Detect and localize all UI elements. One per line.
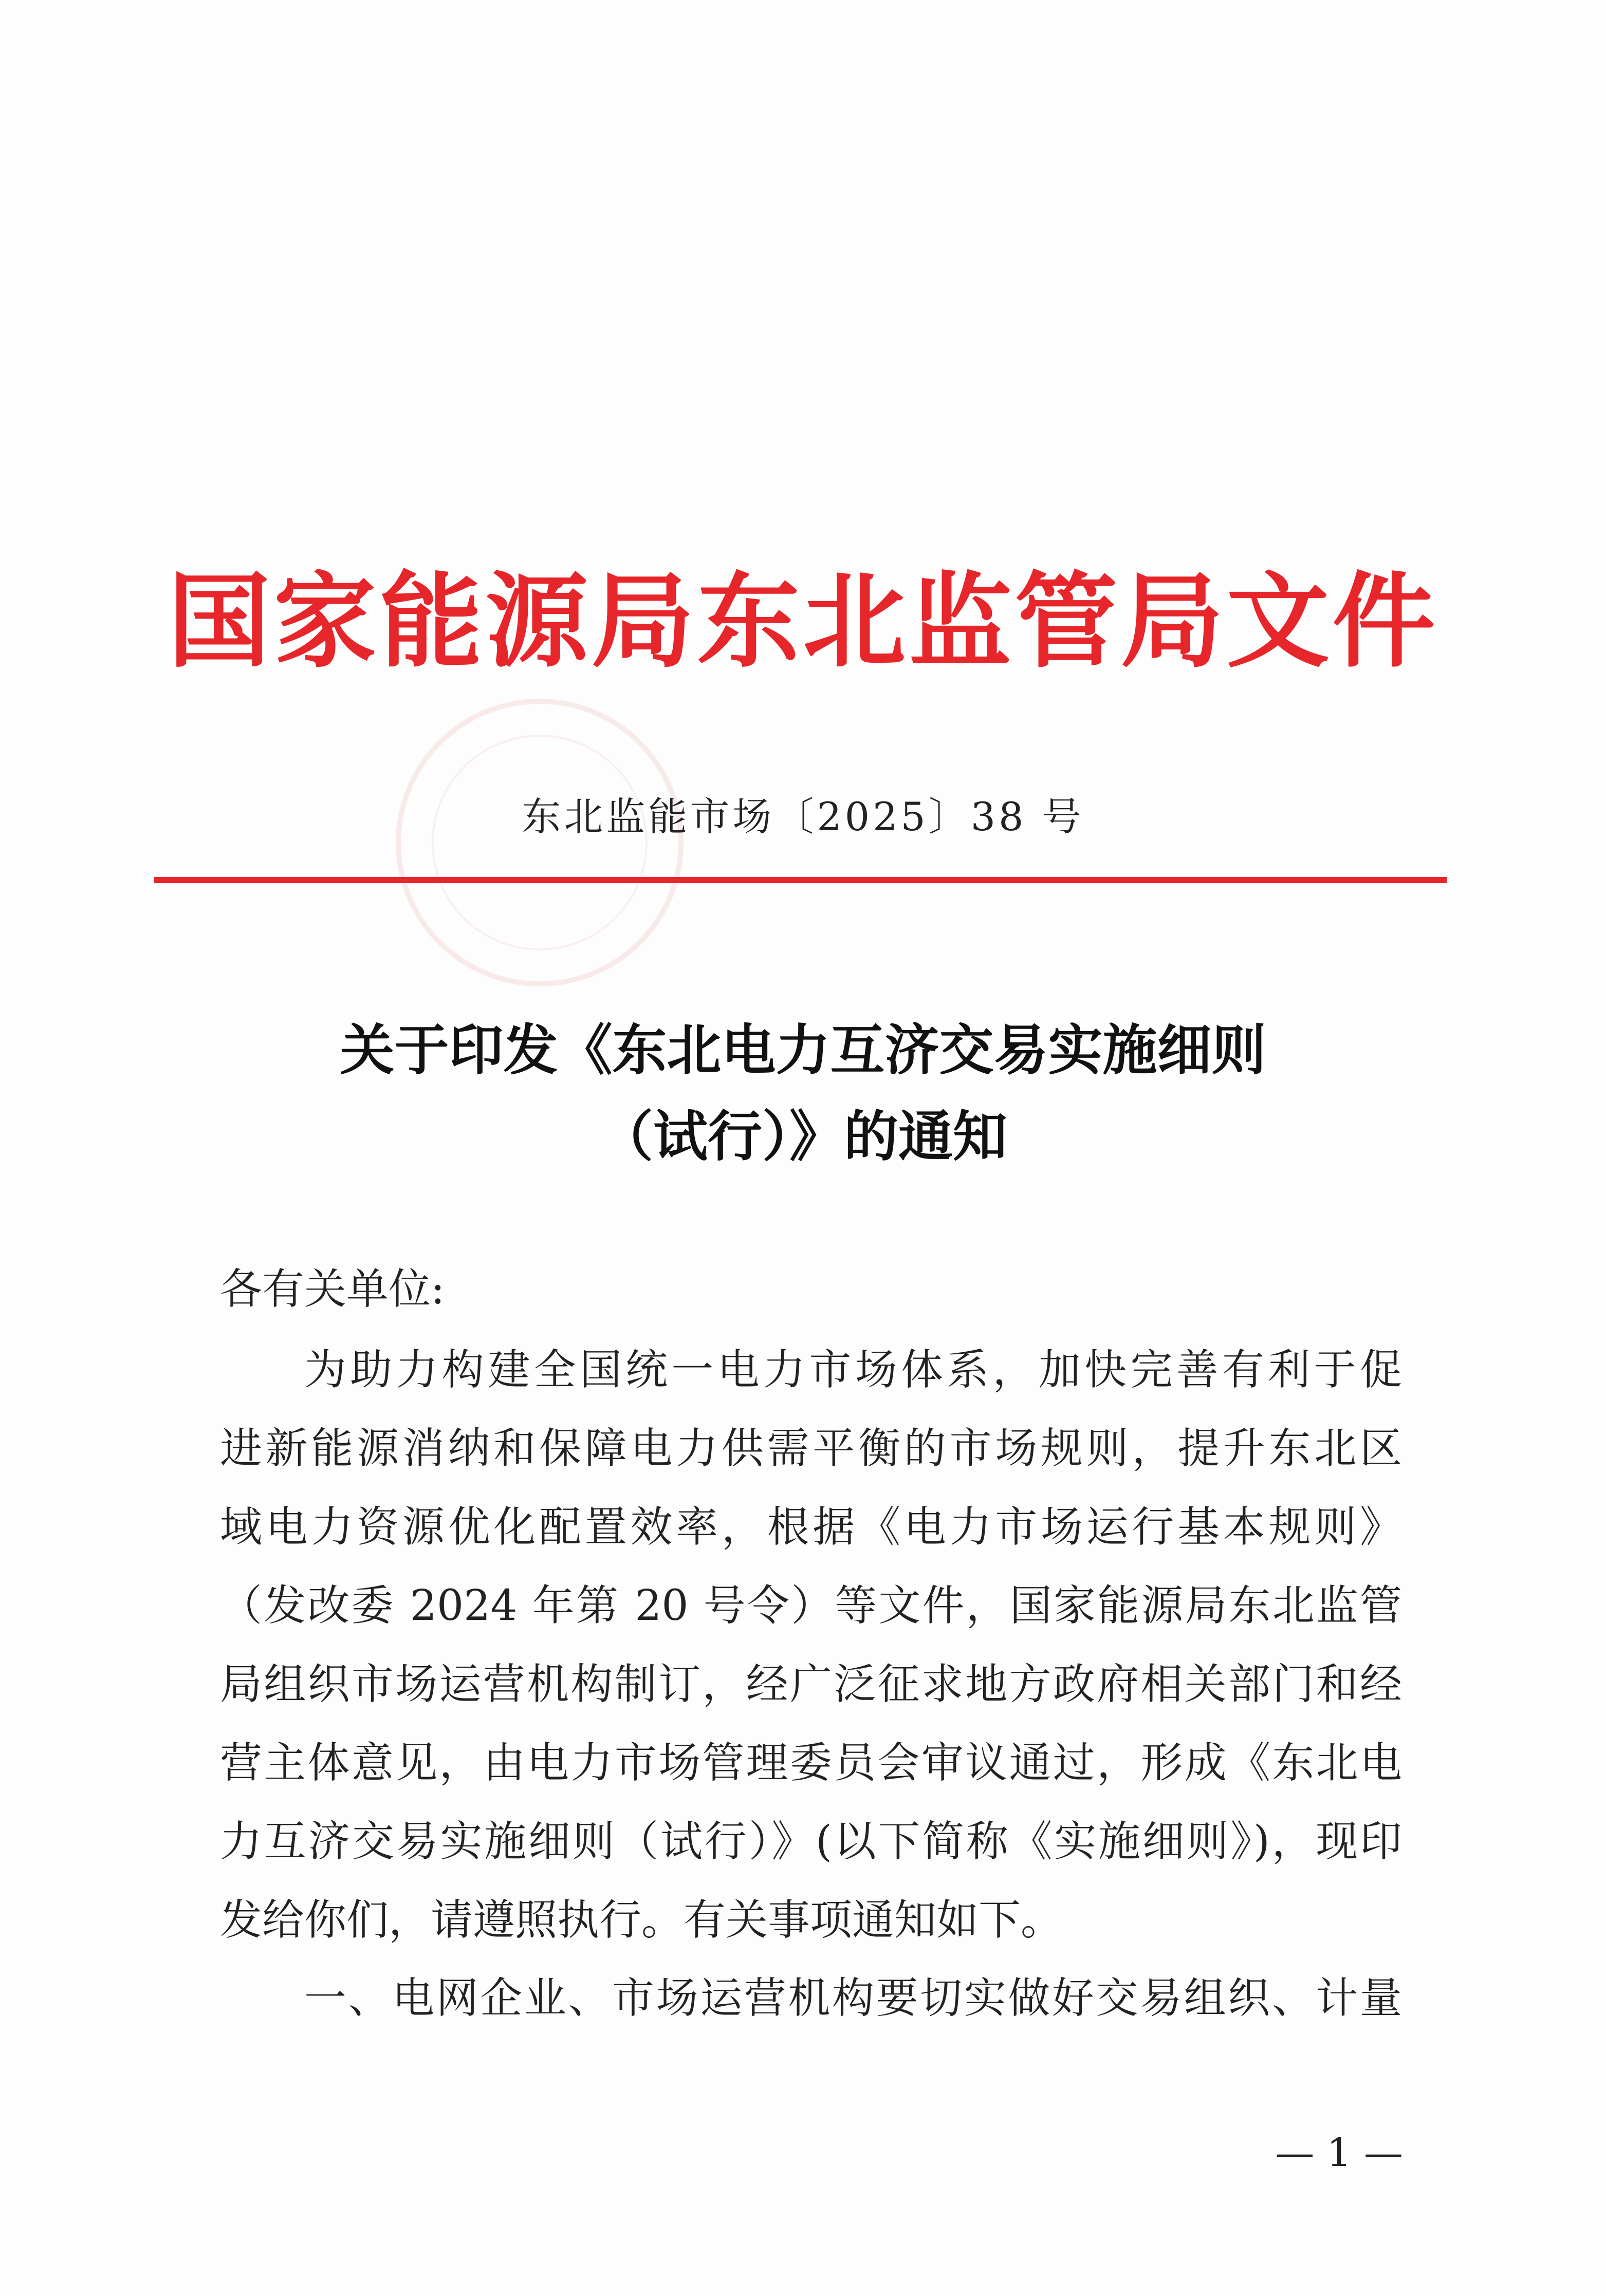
page-number: — 1 — [1275,2130,1403,2175]
salutation: 各有关单位: [220,1265,445,1314]
paragraph-line: （发改委 2024 年第 20 号令）等文件，国家能源局东北监管 [220,1581,1402,1630]
faded-seal-stamp [396,699,684,986]
notice-title-line-2: （试行）》的通知 [599,1104,1007,1168]
paragraph-line: 为助力构建全国统一电力市场体系，加快完善有利于促 [304,1346,1402,1394]
document-number: 东北监能市场〔2025〕38 号 [522,794,1084,839]
item-1-opening-line: 一、电网企业、市场运营机构要切实做好交易组织、计量 [304,1974,1402,2023]
seal-inner-ring [432,735,648,950]
notice-title-line-1: 关于印发《东北电力互济交易实施细则 [340,1018,1266,1082]
agency-red-header: 国家能源局东北监管局文件 [168,561,1438,682]
paragraph-line: 发给你们，请遵照执行。有关事项通知如下。 [220,1896,1063,1945]
paragraph-line: 营主体意见，由电力市场管理委员会审议通过，形成《东北电 [220,1739,1402,1787]
paragraph-line: 局组织市场运营机构制订，经广泛征求地方政府相关部门和经 [220,1660,1402,1709]
red-divider-line [154,877,1447,883]
notice-title [0,1007,1606,1180]
paragraph-line: 进新能源消纳和保障电力供需平衡的市场规则，提升东北区 [220,1424,1402,1473]
paragraph-line: 力互济交易实施细则（试行）》(以下简称《实施细则》)，现印 [220,1817,1402,1866]
body-paragraph-1 [220,1331,1402,1959]
paragraph-line: 域电力资源优化配置效率，根据《电力市场运行基本规则》 [220,1503,1402,1552]
